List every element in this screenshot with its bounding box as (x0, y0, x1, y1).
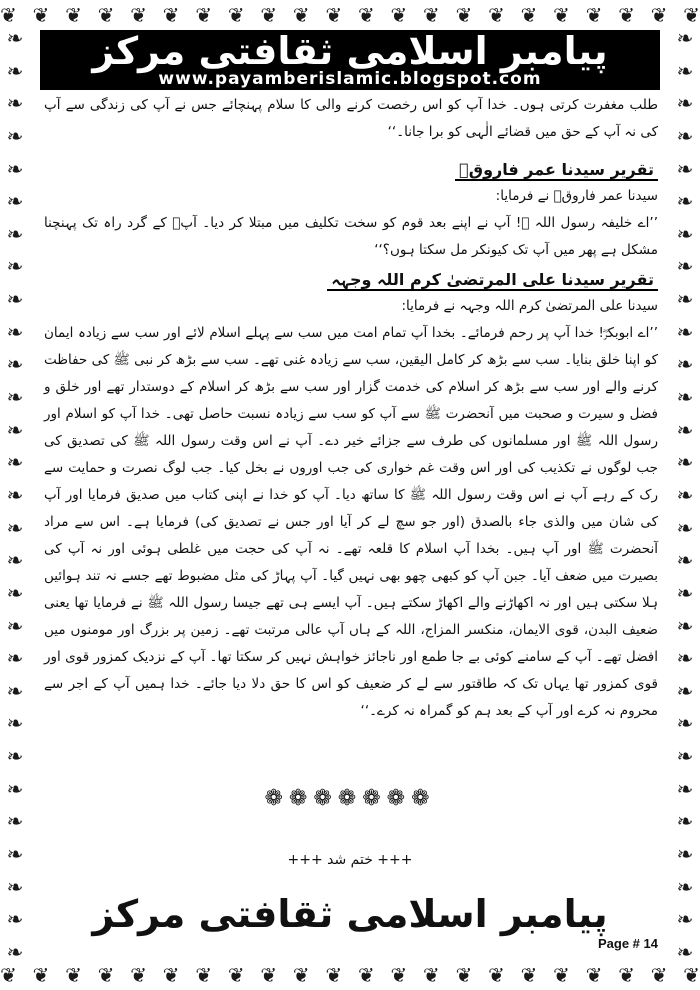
ali-attribution: سیدنا علی المرتضیٰ کرم اللہ وجہہ نے فرمایا: (401, 298, 658, 314)
banner-title: پیامبر اسلامی ثقافتی مرکز (92, 29, 608, 73)
border-bottom: ❦ ❦ ❦ ❦ ❦ ❦ ❦ ❦ ❦ ❦ ❦ ❦ ❦ ❦ ❦ ❦ ❦ ❦ ❦ ❦ ❦ ❦ (0, 963, 700, 987)
page-number: Page # 14 (598, 936, 658, 951)
header-banner (40, 30, 660, 90)
border-top: ❦ ❦ ❦ ❦ ❦ ❦ ❦ ❦ ❦ ❦ ❦ ❦ ❦ ❦ ❦ ❦ ❦ ❦ ❦ ❦ ❦ ❦ (0, 3, 700, 27)
end-marker: +++ ختم شد +++ (287, 852, 413, 868)
flower-separator: ❁❁❁❁❁❁❁ (264, 786, 436, 811)
umar-attribution: سیدنا عمر فاروقؓ نے فرمایا: (495, 188, 658, 204)
umar-quote: ’’اے خلیفہ رسول اللہ ﷺ! آپ نے اپنے بعد قوم کو سخت تکلیف میں مبتلا کر دیا۔ آپؓ کے گرد راہ تک پہنچنا مشکل ہے پھر میں آپ تک کیونکر مل سکتا ہوں؟‘‘ (44, 215, 658, 258)
section-heading-umar: تقریر سیدنا عمر فاروقؓ (455, 160, 658, 181)
page-content (44, 92, 658, 725)
border-right: ❧ ❧ ❧ ❧ ❧ ❧ ❧ ❧ ❧ ❧ ❧ ❧ ❧ ❧ ❧ ❧ ❧ ❧ ❧ ❧ ❧ ❧ ❧ ❧ ❧ ❧ ❧ ❧ ❧ (676, 26, 694, 964)
banner-url: www.payamberislamic.blogspot.com (158, 69, 542, 89)
section-heading-ali: تقریر سیدنا علی المرتضیٰ کرم اللہ وجہہ (327, 270, 658, 291)
ali-speech: ’’اے ابوبکرؓ! خدا آپ پر رحم فرمائے۔ بخدا آپ تمام امت میں سب سے پہلے اسلام لائے اور سب سے زیادہ ایمان کو اپنا خلق بنایا۔ سب سے بڑھ کر کامل الیقین، سب سے زیادہ غنی تھے۔ سب سے بڑھ کر نبی ﷺ کی حفاظت کرنے والے اور سب سے بڑھ کر اسلام کی خدمت گزار اور سب سے بڑھ کر اسلام کے دوستدار تھے اور خلق و فضل و سیرت و صحبت میں آنحضرت ﷺ سے آپ کو سب سے زیادہ نسبت حاصل تھی۔ خدا آپ کو اسلام اور رسول اللہ ﷺ اور مسلمانوں کی طرف سے جزائے خیر دے۔ آپ نے اس وقت رسول اللہ ﷺ کی تصدیق کی جب لوگوں نے تکذیب کی اور اس وقت غم خواری کی جب اوروں نے بخل کیا۔ جب لوگ نصرت و حمایت سے رک کے رہے آپ نے اس وقت رسول اللہ ﷺ کا ساتھ دیا۔ آپ کو خدا نے اپنی کتاب میں صدیق فرمایا اور آپ کی شان میں والذی جاء بالصدق (اور جو سچ لے کر آیا اور جس نے تصدیق کی) فرمایا ہے۔ اس سے مراد آنحضرت ﷺ اور آپ ہیں۔ بخدا آپ اسلام کا قلعہ تھے۔ نہ آپ کی حجت میں غلطی ہوئی اور نہ آپ کی بصیرت میں ضعف آیا۔ جبن آپ کو کبھی چھو بھی نہیں گیا۔ آپ پہاڑ کی مثل مضبوط تھے جسے نہ تند ہوائیں ہلا سکتی ہیں اور نہ اکھاڑنے والے اکھاڑ سکتے ہیں۔ آپ ایسے ہی تھے جیسا رسول اللہ ﷺ نے فرمایا تھا یعنی ضعیف البدن، قوی الایمان، منکسر المزاج، اللہ کے ہاں آپ عالی مرتبت تھے۔ زمین پر بزرگ اور مومنوں میں افضل تھے۔ آپ کے سامنے کوئی بے جا طمع اور ناجائز خواہش نہیں کر سکتا تھا۔ آپ کے نزدیک کمزور قوی اور قوی کمزور تھا یہاں تک کہ طاقتور سے لے کر ضعیف کو اس کا حق دلا دیا جائے۔ خدا ہمیں آپ کے اجر سے محروم نہ کرے اور آپ کے بعد ہم کو گمراہ نہ کرے۔‘‘ (43, 325, 658, 719)
footer-title: پیامبر اسلامی ثقافتی مرکز (92, 892, 608, 936)
intro-paragraph: طلب مغفرت کرتی ہوں۔ خدا آپ کو اس رخصت کرنے والی کا سلام پہنچائے جس نے آپ کی زندگی سے آپ کی نہ آپ کے حق میں قضائے الٰہی کو برا جانا۔‘‘ (44, 97, 658, 140)
border-left: ❧ ❧ ❧ ❧ ❧ ❧ ❧ ❧ ❧ ❧ ❧ ❧ ❧ ❧ ❧ ❧ ❧ ❧ ❧ ❧ ❧ ❧ ❧ ❧ ❧ ❧ ❧ ❧ ❧ (6, 26, 24, 964)
